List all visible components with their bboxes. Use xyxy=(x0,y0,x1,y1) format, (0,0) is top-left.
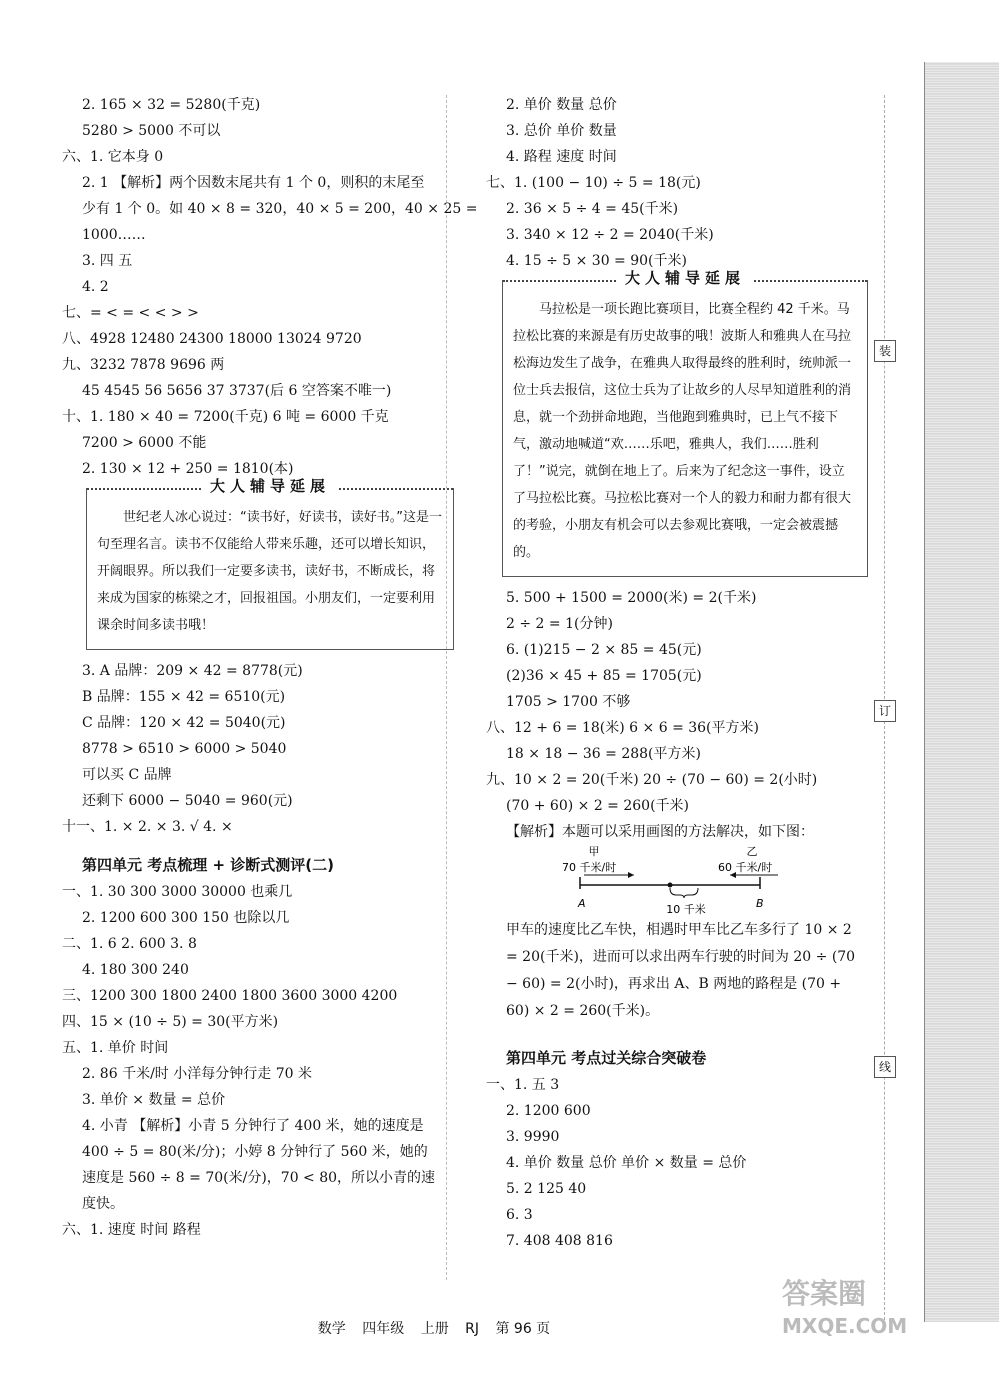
answer-line: 3. A 品牌：209 × 42 = 8778(元) xyxy=(82,663,303,679)
answer-line: 2. 1200 600 300 150 也除以几 xyxy=(82,910,290,926)
footer-term: 上册 xyxy=(420,1321,449,1337)
answer-line: 4. 单价 数量 总价 单价 × 数量 = 总价 xyxy=(506,1155,747,1171)
answer-line: 7. 408 408 816 xyxy=(506,1233,613,1249)
answer-line: 2. 86 千米/时 小洋每分钟行走 70 米 xyxy=(82,1066,312,1082)
tip-box-title: 大人辅导延展 xyxy=(202,477,338,495)
answer-line: 可以买 C 品牌 xyxy=(82,767,172,783)
answer-line: 2. 36 × 5 ÷ 4 = 45(千米) xyxy=(506,201,679,217)
page-edge-stack xyxy=(924,62,999,1322)
footer-subject: 数学 xyxy=(317,1321,346,1337)
left-answers-c xyxy=(38,879,438,1243)
answer-line: 3. 340 × 12 ÷ 2 = 2040(千米) xyxy=(506,227,714,243)
answer-line: 四、15 × (10 ÷ 5) = 30(平方米) xyxy=(62,1014,279,1030)
diagram-jia-label: 甲 xyxy=(588,845,600,858)
answer-line: 度快。 xyxy=(82,1196,124,1212)
answer-line: 4. 180 300 240 xyxy=(82,962,189,978)
margin-char-zhuang: 装 xyxy=(874,340,896,362)
answer-line: 1705 > 1700 不够 xyxy=(506,694,631,710)
diagram-yi-label: 乙 xyxy=(746,845,758,858)
answer-line: 2. 1200 600 xyxy=(506,1103,591,1119)
explanation-text: 甲车的速度比乙车快，相遇时甲车比乙车多行了 10 × 2 = 20(千米)，进而可以求出两车行驶的时间为 20 ÷ (70 − 60) = 2(小时)，再求出 A、B 两地的路程是 (70 + 60) × 2 = 260(千米)。 xyxy=(506,922,856,1019)
answer-line: 4. 路程 速度 时间 xyxy=(506,149,617,165)
section-title: 第四单元 考点过关综合突破卷 xyxy=(506,1049,707,1067)
answer-line: 3. 总价 单价 数量 xyxy=(506,123,617,139)
diagram-gap-label: 10 千米 xyxy=(666,903,706,916)
answer-line: 九、10 × 2 = 20(千米) 20 ÷ (70 − 60) = 2(小时) xyxy=(486,772,818,788)
tip-box-text: 世纪老人冰心说过：“读书好，好读书，读好书。”这是一句至理名言。读书不仅能给人带来乐趣，还可以增长知识，开阔眼界。所以我们一定要多读书，读好书，不断成长，将来成为国家的栋梁之才，回报祖国。小朋友们，一定要利用课余时间多读书哦！ xyxy=(97,510,442,633)
right-column xyxy=(462,92,858,1254)
margin-char-xian: 线 xyxy=(874,1056,896,1078)
answer-line: 七、= < = < < > > xyxy=(62,305,199,321)
answer-line: 十一、1. × 2. × 3. √ 4. × xyxy=(62,819,233,835)
answer-line: 七、1. (100 − 10) ÷ 5 = 18(元) xyxy=(486,175,701,191)
left-column xyxy=(38,92,478,1243)
answer-line: 八、4928 12480 24300 18000 13024 9720 xyxy=(62,331,362,347)
answer-line: 8778 > 6510 > 6000 > 5040 xyxy=(82,741,287,757)
answer-line: 三、1200 300 1800 2400 1800 3600 3000 4200 xyxy=(62,988,398,1004)
answer-line: 六、1. 它本身 0 xyxy=(62,149,164,165)
page-footer xyxy=(0,1318,868,1338)
meeting-diagram xyxy=(462,845,858,917)
answer-line: C 品牌：120 × 42 = 5040(元) xyxy=(82,715,286,731)
tip-box-title: 大人辅导延展 xyxy=(617,269,753,287)
answer-line: 八、12 + 6 = 18(米) 6 × 6 = 36(平方米) xyxy=(486,720,759,736)
answer-line: 3. 9990 xyxy=(506,1129,560,1145)
answer-line: 2. 单价 数量 总价 xyxy=(506,97,617,113)
answer-line: 5. 500 + 1500 = 2000(米) = 2(千米) xyxy=(506,590,757,606)
answer-line: B 品牌：155 × 42 = 6510(元) xyxy=(82,689,286,705)
answer-line: 2. 165 × 32 = 5280(千克) xyxy=(82,97,261,113)
answer-line: 4. 2 xyxy=(82,279,109,295)
answer-line: 1000…… xyxy=(82,227,146,243)
left-tip-box xyxy=(86,477,454,650)
right-answers-c xyxy=(462,1072,858,1254)
footer-grade: 四年级 xyxy=(362,1321,405,1337)
answer-line: 400 ÷ 5 = 80(米/分)；小婷 8 分钟行了 560 米，她的 xyxy=(82,1144,428,1160)
answer-line: 速度是 560 ÷ 8 = 70(米/分)，70 < 80，所以小青的速 xyxy=(82,1170,436,1186)
answer-line: 7200 > 6000 不能 xyxy=(82,435,207,451)
watermark-line1: 答案圈 xyxy=(782,1277,867,1310)
answer-line: 18 × 18 − 36 = 288(平方米) xyxy=(506,746,701,762)
diagram-speed-a: 70 千米/时 xyxy=(562,861,617,874)
answer-line: 五、1. 单价 时间 xyxy=(62,1040,169,1056)
diagram-gap-brace xyxy=(670,888,698,898)
answer-line: 九、3232 7878 9696 两 xyxy=(62,357,225,373)
answer-line: 3. 四 五 xyxy=(82,253,133,269)
right-answers-b xyxy=(462,585,858,845)
answer-line: 【解析】本题可以采用画图的方法解决，如下图： xyxy=(506,824,814,840)
answer-line: 5. 2 125 40 xyxy=(506,1181,587,1197)
section-title: 第四单元 考点梳理 + 诊断式测评(二) xyxy=(82,856,334,874)
answer-line: 5280 > 5000 不可以 xyxy=(82,123,221,139)
footer-edition: RJ xyxy=(465,1321,480,1337)
diagram-midpoint xyxy=(668,883,673,888)
answer-line: 6. 3 xyxy=(506,1207,533,1223)
answer-line: 2. 130 × 12 + 250 = 1810(本) xyxy=(82,461,294,477)
left-answers-a xyxy=(38,92,478,482)
right-answers-a xyxy=(462,92,858,274)
tip-box-text: 马拉松是一项长跑比赛项目，比赛全程约 42 千米。马拉松比赛的来源是有历史故事的哦！波斯人和雅典人在马拉松海边发生了战争，在雅典人取得最终的胜利时，统帅派一位士兵去报信，这位士兵为了让故乡的人尽早知道胜利的消息，就一个劲拼命地跑，当他跑到雅典时，已上气不接下气，激动地喊道“欢……乐吧，雅典人，我们……胜利了！”说完，就倒在地上了。后来为了纪念这一事件，设立了马拉松比赛。马拉松比赛对一个人的毅力和耐力都有很大的考验，小朋友有机会可以去参观比赛哦，一定会被震撼的。 xyxy=(513,302,852,560)
answer-line: 少有 1 个 0。如 40 × 8 = 320，40 × 5 = 200，40 × 25 = xyxy=(82,201,478,217)
margin-char-ding: 订 xyxy=(874,700,896,722)
answer-line: 2 ÷ 2 = 1(分钟) xyxy=(506,616,613,632)
answer-line: 6. (1)215 − 2 × 85 = 45(元) xyxy=(506,642,702,658)
diagram-point-b: B xyxy=(756,897,764,910)
answer-line: 45 4545 56 5656 37 3737(后 6 空答案不唯一) xyxy=(82,383,392,399)
answer-line: (2)36 × 45 + 85 = 1705(元) xyxy=(506,668,702,684)
right-tip-box xyxy=(502,269,868,577)
answer-line: 4. 小青 【解析】小青 5 分钟行了 400 米，她的速度是 xyxy=(82,1118,424,1134)
answer-line: 2. 1 【解析】两个因数末尾共有 1 个 0，则积的末尾至 xyxy=(82,175,425,191)
answer-line: 二、1. 6 2. 600 3. 8 xyxy=(62,936,197,952)
answer-line: 4. 15 ÷ 5 × 30 = 90(千米) xyxy=(506,253,687,269)
watermark xyxy=(782,1278,907,1342)
answer-line: (70 + 60) × 2 = 260(千米) xyxy=(506,798,689,814)
left-answers-b xyxy=(38,658,438,840)
answer-line: 六、1. 速度 时间 路程 xyxy=(62,1222,201,1238)
footer-page-number: 第 96 页 xyxy=(495,1321,551,1337)
answer-line: 3. 单价 × 数量 = 总价 xyxy=(82,1092,226,1108)
answer-line: 一、1. 五 3 xyxy=(486,1077,560,1093)
diagram-arrowhead-a xyxy=(628,872,634,878)
answer-line: 十、1. 180 × 40 = 7200(千克) 6 吨 = 6000 千克 xyxy=(62,409,389,425)
diagram-speed-b: 60 千米/时 xyxy=(718,861,773,874)
answer-line: 一、1. 30 300 3000 30000 也乘几 xyxy=(62,884,293,900)
watermark-line2: MXQE.COM xyxy=(782,1314,908,1338)
answer-line: 还剩下 6000 − 5040 = 960(元) xyxy=(82,793,293,809)
diagram-point-a: A xyxy=(578,897,586,910)
column-divider xyxy=(446,95,447,1280)
